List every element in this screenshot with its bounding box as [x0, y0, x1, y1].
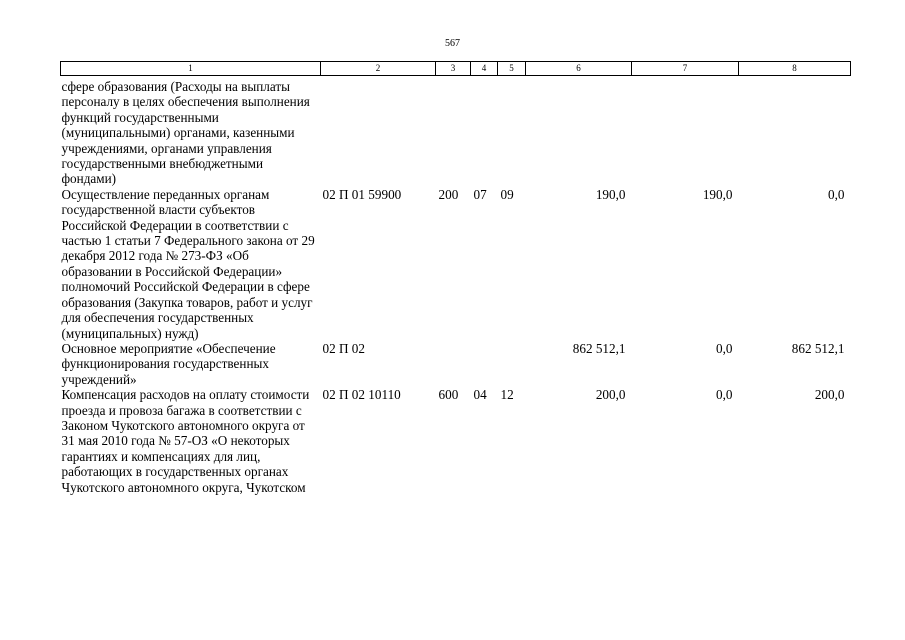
- table-row: [61, 187, 851, 341]
- row-pr: [498, 341, 526, 387]
- page-number: 567: [445, 38, 460, 49]
- column-header-5: 5: [498, 62, 526, 76]
- row-sum-regional: [739, 76, 851, 187]
- column-header-2: 2: [321, 62, 436, 76]
- row-vr: [436, 341, 471, 387]
- column-header-3: 3: [436, 62, 471, 76]
- row-description: Основное мероприятие «Обеспечение функционирования государственных учреждений»: [61, 340, 276, 387]
- column-header-6: 6: [526, 62, 632, 76]
- budget-table: [60, 61, 851, 495]
- row-pr: 12: [500, 387, 514, 403]
- row-rz: 04: [473, 387, 487, 403]
- row-sum-federal: 190,0: [702, 186, 733, 202]
- row-sum-total: 862 512,1: [572, 340, 626, 356]
- row-code: 02 П 02 10110: [322, 387, 401, 403]
- table-row: [61, 387, 851, 495]
- row-sum-total: [526, 76, 632, 187]
- row-sum-total: 190,0: [595, 186, 626, 202]
- row-rz: [471, 341, 498, 387]
- row-code: 02 П 01 59900: [322, 186, 402, 202]
- row-sum-total: 200,0: [595, 387, 626, 403]
- column-header-8: 8: [739, 62, 851, 76]
- table-header: [61, 62, 851, 76]
- header-row: [61, 62, 851, 76]
- row-vr: 600: [438, 387, 459, 403]
- table-row: [61, 341, 851, 387]
- table-row: [61, 76, 851, 187]
- column-header-1: 1: [61, 62, 321, 76]
- row-sum-regional: 0,0: [828, 186, 845, 202]
- row-description: сфере образования (Расходы на выплаты персоналу в целях обеспечения выполнения функций государственными (муниципальными) органами, казенными учреждениями, органами управления государственными внебюджетными фондами): [61, 79, 310, 187]
- row-rz: [471, 76, 498, 187]
- row-rz: 07: [473, 186, 487, 202]
- row-sum-federal: 0,0: [716, 387, 733, 403]
- table-body: [61, 76, 851, 495]
- row-pr: 09: [500, 186, 514, 202]
- row-code: [321, 76, 436, 187]
- row-description: Осуществление переданных органам государственной власти субъектов Российской Федерации в соответствии с частью 1 статьи 7 Федерального закона от 29 декабря 2012 года № 273-ФЗ «Об образовании в Российской Федерации» полномочий Российской Федерации в сфере образования (Закупка товаров, работ и услуг для обеспечения государственных (муниципальных) нужд): [61, 186, 315, 341]
- row-sum-regional: 200,0: [814, 387, 845, 403]
- row-vr: [436, 76, 471, 187]
- row-vr: 200: [438, 186, 459, 202]
- column-header-4: 4: [471, 62, 498, 76]
- row-description: Компенсация расходов на оплату стоимости проезда и провоза багажа в соответствии с Законом Чукотского автономного округа от 31 мая 2010 года № 57-ОЗ «О некоторых гарантиях и компенсациях для лиц, работающих в государственных органах Чукотского автономного округа, Чукотском: [61, 387, 310, 495]
- row-pr: [498, 76, 526, 187]
- row-sum-regional: 862 512,1: [791, 340, 845, 356]
- row-code: 02 П 02: [322, 340, 365, 356]
- row-sum-federal: [632, 76, 739, 187]
- column-header-7: 7: [632, 62, 739, 76]
- row-sum-federal: 0,0: [716, 340, 733, 356]
